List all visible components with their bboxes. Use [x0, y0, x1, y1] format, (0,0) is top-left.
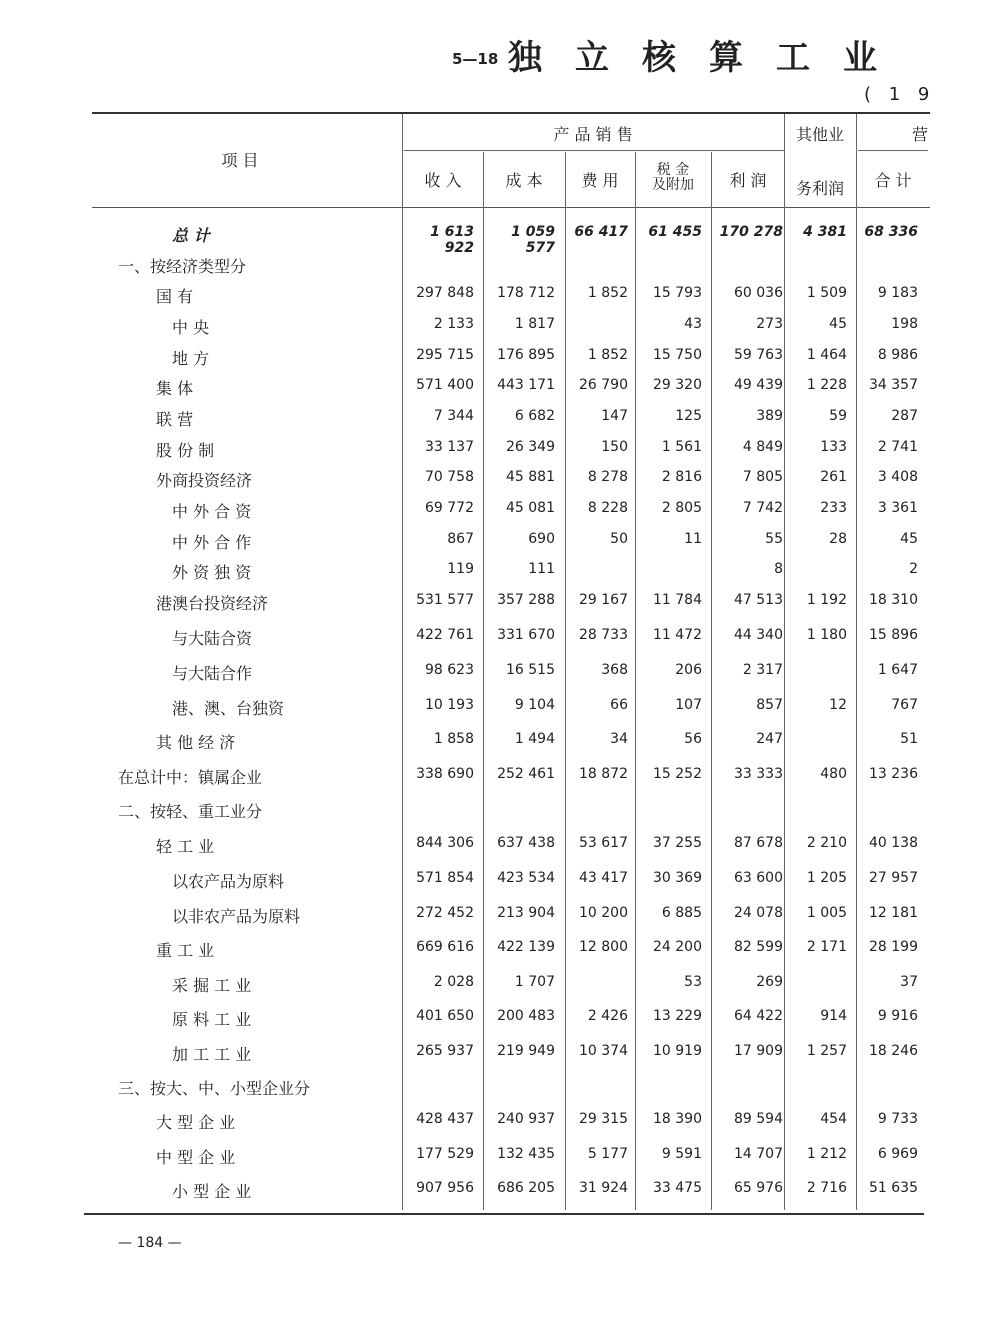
row-label: 一、按经济类型分 [118, 257, 247, 276]
table-cell: 8 [774, 561, 783, 577]
table-cell: 9 733 [877, 1111, 918, 1127]
table-cell: 60 036 [734, 285, 783, 301]
table-cell: 213 904 [497, 905, 555, 921]
row-label: 总 计 [172, 226, 210, 245]
table-cell: 37 255 [653, 835, 702, 851]
row-label: 中 央 [172, 318, 210, 337]
table-cell: 12 [829, 697, 847, 713]
table-cell: 10 193 [425, 697, 474, 713]
table-cell: 1 707 [514, 974, 555, 990]
table-cell: 7 344 [433, 408, 474, 424]
table-cell: 844 306 [416, 835, 474, 851]
table-cell: 273 [756, 316, 783, 332]
table-cell: 47 513 [734, 592, 783, 608]
table-cell: 10 200 [579, 905, 628, 921]
table-cell: 119 [447, 561, 474, 577]
table-cell: 8 228 [587, 500, 628, 516]
table-cell: 669 616 [416, 939, 474, 955]
table-cell: 6 682 [514, 408, 555, 424]
table-cell: 64 422 [734, 1008, 783, 1024]
table-cell: 1 228 [806, 377, 847, 393]
table-cell: 686 205 [497, 1180, 555, 1196]
table-cell: 423 534 [497, 870, 555, 886]
table-cell: 422 139 [497, 939, 555, 955]
table-cell: 2 716 [806, 1180, 847, 1196]
table-cell: 857 [756, 697, 783, 713]
table-cell: 33 475 [653, 1180, 702, 1196]
table-cell: 51 [900, 731, 918, 747]
row-label: 大 型 企 业 [156, 1113, 236, 1132]
table-cell: 37 [900, 974, 918, 990]
table-cell: 13 229 [653, 1008, 702, 1024]
row-label: 中 外 合 作 [172, 533, 252, 552]
table-cell: 132 435 [497, 1146, 555, 1162]
row-label: 原 料 工 业 [172, 1010, 252, 1029]
table-cell: 176 895 [497, 347, 555, 363]
table-cell: 170 278 [719, 224, 783, 240]
table-cell: 637 438 [497, 835, 555, 851]
table-cell: 331 670 [497, 627, 555, 643]
table-cell: 2 133 [433, 316, 474, 332]
table-cell: 914 [820, 1008, 847, 1024]
table-cell: 34 [610, 731, 628, 747]
table-number: 5—18 [452, 50, 499, 68]
table-cell: 247 [756, 731, 783, 747]
table-cell: 53 617 [579, 835, 628, 851]
row-label: 加 工 工 业 [172, 1045, 252, 1064]
page-number: — 184 — [118, 1235, 182, 1251]
table-cell: 2 805 [661, 500, 702, 516]
operating-group-header: 营 [911, 125, 928, 144]
other-business-group-header: 其他业 [795, 125, 844, 144]
table-cell: 12 800 [579, 939, 628, 955]
table-cell: 125 [675, 408, 702, 424]
bottom-rule [84, 1213, 924, 1215]
row-label: 其 他 经 济 [156, 733, 236, 752]
table-cell: 111 [528, 561, 555, 577]
table-cell: 15 252 [653, 766, 702, 782]
table-cell: 531 577 [416, 592, 474, 608]
table-cell: 3 361 [877, 500, 918, 516]
table-cell: 5 177 [587, 1146, 628, 1162]
table-cell: 206 [675, 662, 702, 678]
row-label: 外商投资经济 [156, 471, 253, 490]
row-label: 轻 工 业 [156, 837, 215, 856]
table-cell: 6 885 [661, 905, 702, 921]
table-cell: 44 340 [734, 627, 783, 643]
row-label: 以农产品为原料 [172, 872, 285, 891]
table-cell: 10 919 [653, 1043, 702, 1059]
expense-header: 费 用 [581, 171, 619, 190]
table-cell: 150 [601, 439, 628, 455]
table-cell: 147 [601, 408, 628, 424]
table-cell: 16 515 [506, 662, 555, 678]
table-cell: 571 854 [416, 870, 474, 886]
table-cell: 65 976 [734, 1180, 783, 1196]
table-cell: 1 464 [806, 347, 847, 363]
table-cell: 66 [610, 697, 628, 713]
table-cell: 18 872 [579, 766, 628, 782]
header-divider-right [858, 150, 928, 151]
row-label: 股 份 制 [156, 441, 215, 460]
row-label: 港澳台投资经济 [156, 594, 269, 613]
table-cell: 287 [891, 408, 918, 424]
table-cell: 269 [756, 974, 783, 990]
table-cell: 2 741 [877, 439, 918, 455]
table-cell: 43 417 [579, 870, 628, 886]
table-cell: 87 678 [734, 835, 783, 851]
table-cell: 31 924 [579, 1180, 628, 1196]
table-cell: 59 [829, 408, 847, 424]
table-cell: 454 [820, 1111, 847, 1127]
table-cell: 2 816 [661, 469, 702, 485]
row-label: 国 有 [156, 287, 194, 306]
table-cell: 53 [684, 974, 702, 990]
title-char: 核 [642, 38, 676, 78]
title-char: 业 [843, 38, 877, 78]
table-cell: 295 715 [416, 347, 474, 363]
row-label: 与大陆合资 [172, 629, 253, 648]
item-column-header: 项 目 [221, 151, 259, 170]
table-cell: 1 005 [806, 905, 847, 921]
table-cell: 33 137 [425, 439, 474, 455]
table-cell: 1 852 [587, 347, 628, 363]
revenue-header: 收 入 [424, 171, 462, 190]
table-cell: 70 758 [425, 469, 474, 485]
table-cell: 43 [684, 316, 702, 332]
table-cell: 12 181 [869, 905, 918, 921]
table-cell: 15 750 [653, 347, 702, 363]
table-cell: 11 784 [653, 592, 702, 608]
table-cell: 50 [610, 531, 628, 547]
table-cell: 690 [528, 531, 555, 547]
table-cell: 18 246 [869, 1043, 918, 1059]
row-label: 以非农产品为原料 [172, 907, 301, 926]
row-label: 小 型 企 业 [172, 1182, 252, 1201]
table-cell: 233 [820, 500, 847, 516]
row-label: 在总计中：镇属企业 [118, 768, 263, 787]
row-label: 重 工 业 [156, 941, 215, 960]
table-cell: 200 483 [497, 1008, 555, 1024]
table-cell: 338 690 [416, 766, 474, 782]
table-cell: 2 028 [433, 974, 474, 990]
table-cell: 297 848 [416, 285, 474, 301]
table-cell: 11 472 [653, 627, 702, 643]
row-label: 联 营 [156, 410, 194, 429]
table-cell: 7 742 [742, 500, 783, 516]
table-cell: 9 916 [877, 1008, 918, 1024]
header-divider [404, 150, 784, 151]
table-cell: 29 315 [579, 1111, 628, 1127]
row-label: 中 外 合 资 [172, 502, 252, 521]
table-cell: 24 078 [734, 905, 783, 921]
title-char: 工 [776, 38, 810, 78]
table-cell: 14 707 [734, 1146, 783, 1162]
table-cell: 1 613 922 [430, 224, 474, 256]
table-cell: 9 591 [661, 1146, 702, 1162]
table-cell: 8 986 [877, 347, 918, 363]
table-cell: 422 761 [416, 627, 474, 643]
row-label: 中 型 企 业 [156, 1148, 236, 1167]
table-cell: 40 138 [869, 835, 918, 851]
table-cell: 4 381 [803, 224, 847, 240]
table-cell: 30 369 [653, 870, 702, 886]
table-cell: 272 452 [416, 905, 474, 921]
table-cell: 2 210 [806, 835, 847, 851]
table-cell: 45 081 [506, 500, 555, 516]
table-cell: 61 455 [648, 224, 702, 240]
table-cell: 15 793 [653, 285, 702, 301]
table-cell: 767 [891, 697, 918, 713]
table-cell: 11 [684, 531, 702, 547]
table-cell: 867 [447, 531, 474, 547]
table-cell: 28 [829, 531, 847, 547]
table-cell: 29 320 [653, 377, 702, 393]
table-cell: 4 849 [742, 439, 783, 455]
table-cell: 13 236 [869, 766, 918, 782]
top-rule [92, 112, 930, 114]
table-cell: 9 104 [514, 697, 555, 713]
table-cell: 24 200 [653, 939, 702, 955]
table-cell: 178 712 [497, 285, 555, 301]
table-cell: 82 599 [734, 939, 783, 955]
table-cell: 1 257 [806, 1043, 847, 1059]
table-cell: 98 623 [425, 662, 474, 678]
table-cell: 7 805 [742, 469, 783, 485]
table-cell: 89 594 [734, 1111, 783, 1127]
table-cell: 3 408 [877, 469, 918, 485]
table-cell: 18 310 [869, 592, 918, 608]
tax-header-line2: 及附加 [652, 177, 694, 193]
table-cell: 2 [909, 561, 918, 577]
table-cell: 107 [675, 697, 702, 713]
table-cell: 45 881 [506, 469, 555, 485]
table-cell: 45 [829, 316, 847, 332]
total-header: 合 计 [874, 171, 912, 190]
table-cell: 443 171 [497, 377, 555, 393]
table-cell: 28 199 [869, 939, 918, 955]
row-label: 地 方 [172, 349, 210, 368]
tax-header-line1: 税 金 [656, 162, 690, 178]
row-label: 港、澳、台独资 [172, 699, 285, 718]
table-cell: 401 650 [416, 1008, 474, 1024]
page-title [508, 30, 928, 79]
row-label: 外 资 独 资 [172, 563, 252, 582]
table-cell: 1 817 [514, 316, 555, 332]
table-cell: 66 417 [574, 224, 628, 240]
table-cell: 69 772 [425, 500, 474, 516]
table-cell: 26 790 [579, 377, 628, 393]
table-cell: 28 733 [579, 627, 628, 643]
title-char: 立 [575, 38, 609, 78]
table-cell: 34 357 [869, 377, 918, 393]
row-label: 二、按轻、重工业分 [118, 802, 263, 821]
table-cell: 27 957 [869, 870, 918, 886]
row-label: 与大陆合作 [172, 664, 253, 683]
tax-header [636, 163, 710, 193]
row-label: 三、按大、中、小型企业分 [118, 1079, 311, 1098]
table-cell: 240 937 [497, 1111, 555, 1127]
table-cell: 1 212 [806, 1146, 847, 1162]
table-cell: 1 494 [514, 731, 555, 747]
table-cell: 2 171 [806, 939, 847, 955]
table-cell: 2 317 [742, 662, 783, 678]
table-cell: 6 969 [877, 1146, 918, 1162]
table-cell: 33 333 [734, 766, 783, 782]
table-cell: 59 763 [734, 347, 783, 363]
header-rule [92, 207, 930, 208]
table-cell: 8 278 [587, 469, 628, 485]
profit-header: 利 润 [729, 171, 767, 190]
table-cell: 1 180 [806, 627, 847, 643]
table-cell: 389 [756, 408, 783, 424]
table-cell: 9 183 [877, 285, 918, 301]
cost-header: 成 本 [505, 171, 543, 190]
table-cell: 1 858 [433, 731, 474, 747]
table-cell: 368 [601, 662, 628, 678]
table-cell: 571 400 [416, 377, 474, 393]
table-cell: 26 349 [506, 439, 555, 455]
table-cell: 357 288 [497, 592, 555, 608]
table-cell: 198 [891, 316, 918, 332]
table-cell: 45 [900, 531, 918, 547]
title-char: 独 [508, 38, 542, 78]
table-cell: 56 [684, 731, 702, 747]
table-cell: 15 896 [869, 627, 918, 643]
table-cell: 1 561 [661, 439, 702, 455]
table-cell: 18 390 [653, 1111, 702, 1127]
table-cell: 63 600 [734, 870, 783, 886]
other-profit-header: 务利润 [795, 179, 844, 198]
table-cell: 1 192 [806, 592, 847, 608]
table-cell: 177 529 [416, 1146, 474, 1162]
table-cell: 133 [820, 439, 847, 455]
year-fragment: ( 1 9 [864, 84, 936, 105]
row-label: 集 体 [156, 379, 194, 398]
table-cell: 51 635 [869, 1180, 918, 1196]
table-cell: 1 647 [877, 662, 918, 678]
product-sales-group-header: 产 品 销 售 [553, 125, 633, 144]
table-cell: 907 956 [416, 1180, 474, 1196]
table-cell: 17 909 [734, 1043, 783, 1059]
table-cell: 261 [820, 469, 847, 485]
row-label: 采 掘 工 业 [172, 976, 252, 995]
table-cell: 1 509 [806, 285, 847, 301]
table-cell: 1 205 [806, 870, 847, 886]
table-cell: 55 [765, 531, 783, 547]
table-cell: 68 336 [864, 224, 918, 240]
table-cell: 10 374 [579, 1043, 628, 1059]
table-cell: 480 [820, 766, 847, 782]
table-cell: 428 437 [416, 1111, 474, 1127]
table-cell: 49 439 [734, 377, 783, 393]
table-cell: 2 426 [587, 1008, 628, 1024]
table-cell: 1 852 [587, 285, 628, 301]
table-cell: 219 949 [497, 1043, 555, 1059]
table-cell: 29 167 [579, 592, 628, 608]
title-char: 算 [709, 38, 743, 78]
table-cell: 265 937 [416, 1043, 474, 1059]
table-cell: 252 461 [497, 766, 555, 782]
table-cell: 1 059 577 [511, 224, 555, 256]
